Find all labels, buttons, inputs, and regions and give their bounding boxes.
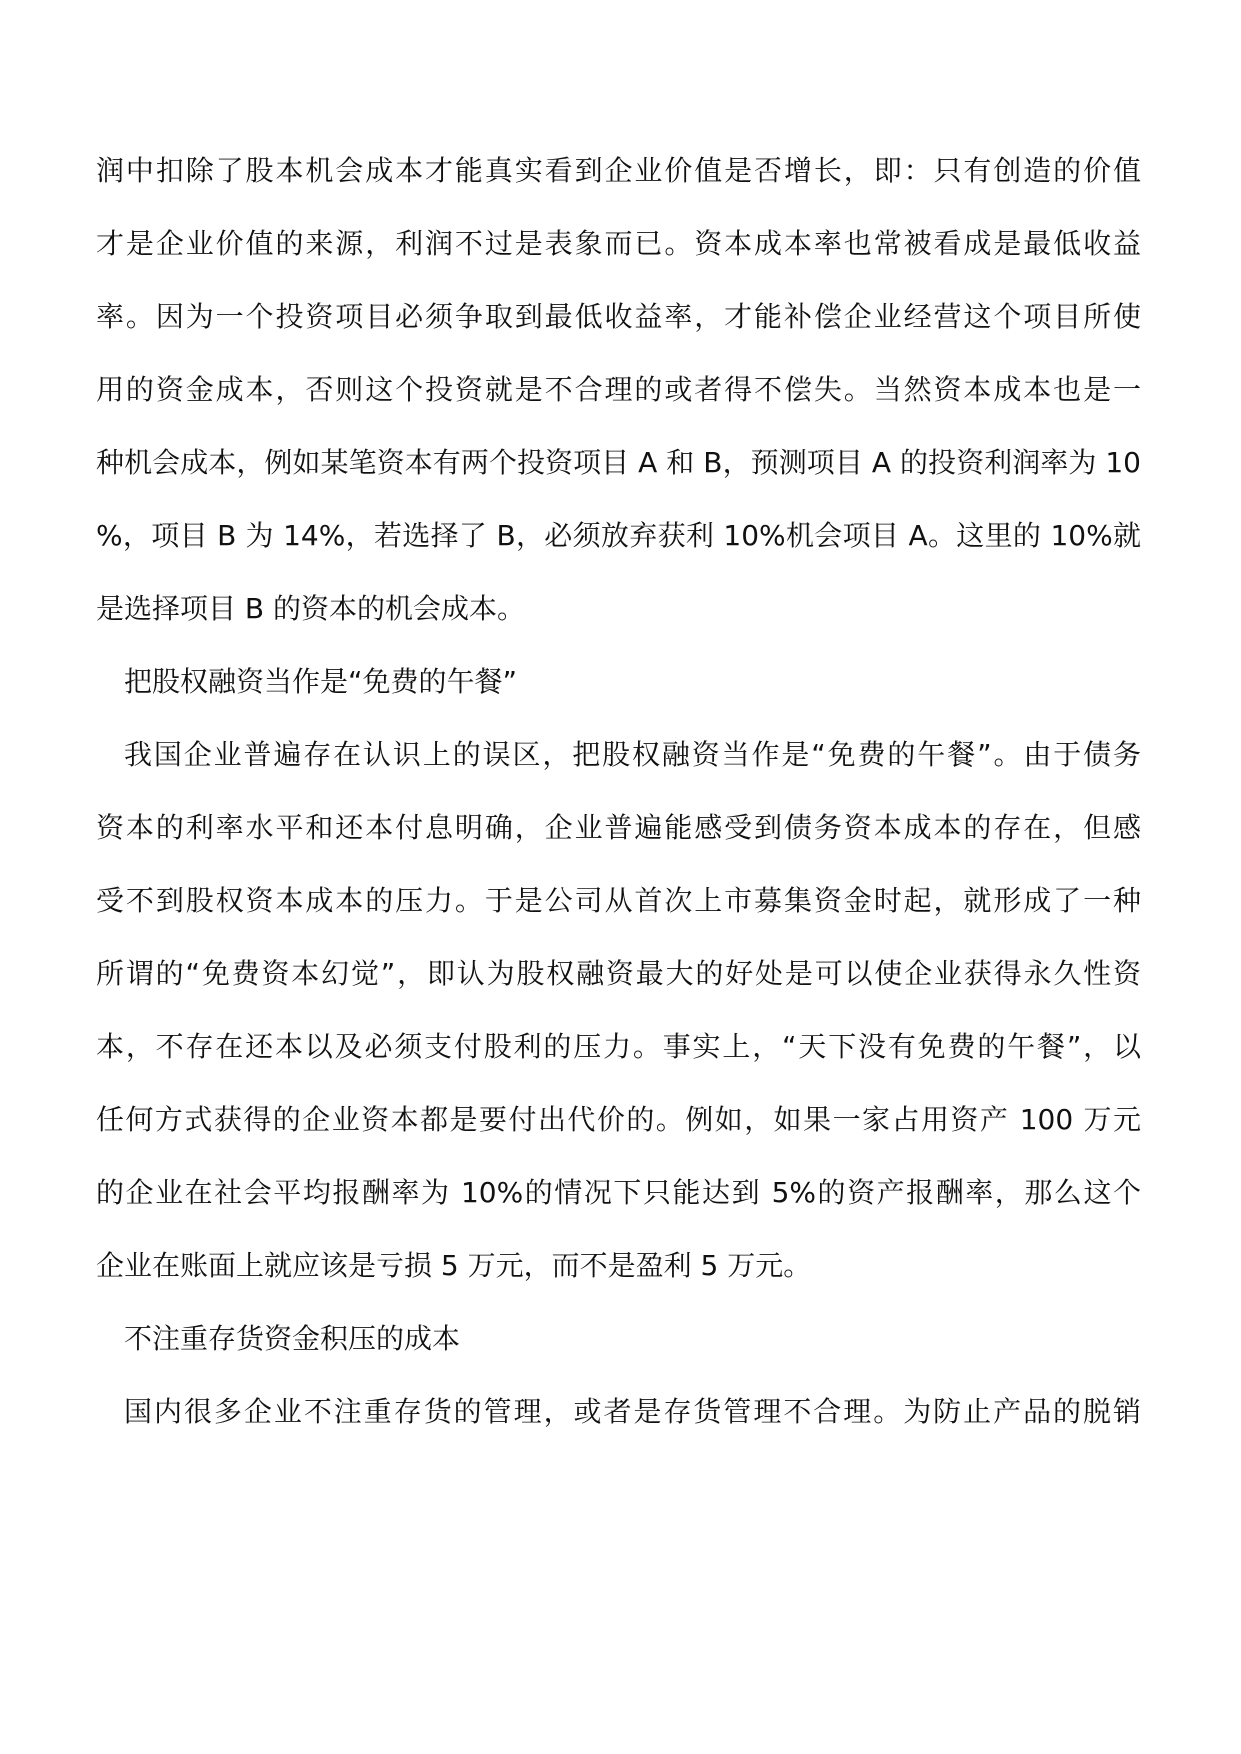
text-line: 种机会成本，例如某笔资本有两个投资项目 A 和 B，预测项目 A 的投资利润率为 10	[96, 446, 1141, 479]
text-line: 资本的利率水平和还本付息明确，企业普遍能感受到债务资本成本的存在，但感	[96, 811, 1141, 844]
text-line: 润中扣除了股本机会成本才能真实看到企业价值是否增长，即：只有创造的价值	[96, 154, 1141, 187]
paragraph-inventory	[96, 1375, 1141, 1448]
text-line: 是选择项目 B 的资本的机会成本。	[96, 592, 526, 625]
text-line: 企业在账面上就应该是亏损 5 万元，而不是盈利 5 万元。	[96, 1249, 812, 1282]
text-line: 率。因为一个投资项目必须争取到最低收益率，才能补偿企业经营这个项目所使	[96, 300, 1141, 333]
text-line: 国内很多企业不注重存货的管理，或者是存货管理不合理。为防止产品的脱销	[124, 1395, 1141, 1428]
text-line: 的企业在社会平均报酬率为 10%的情况下只能达到 5%的资产报酬率，那么这个	[96, 1176, 1141, 1209]
section-heading: 把股权融资当作是“免费的午餐”	[124, 665, 518, 698]
section-heading: 不注重存货资金积压的成本	[124, 1322, 461, 1355]
text-line: 任何方式获得的企业资本都是要付出代价的。例如，如果一家占用资产 100 万元	[96, 1103, 1141, 1136]
text-line: 用的资金成本，否则这个投资就是不合理的或者得不偿失。当然资本成本也是一	[96, 373, 1141, 406]
text-line: 才是企业价值的来源，利润不过是表象而已。资本成本率也常被看成是最低收益	[96, 227, 1141, 260]
text-line: 本，不存在还本以及必须支付股利的压力。事实上，“天下没有免费的午餐”，以	[96, 1030, 1141, 1063]
document-page	[96, 134, 1141, 1448]
text-line: 所谓的“免费资本幻觉”，即认为股权融资最大的好处是可以使企业获得永久性资	[96, 957, 1141, 990]
text-line: 我国企业普遍存在认识上的误区，把股权融资当作是“免费的午餐”。由于债务	[124, 738, 1141, 771]
paragraph-equity-financing	[96, 718, 1141, 1302]
paragraph-cost-of-capital	[96, 134, 1141, 645]
text-line: 受不到股权资本成本的压力。于是公司从首次上市募集资金时起，就形成了一种	[96, 884, 1141, 917]
text-line: %，项目 B 为 14%，若选择了 B，必须放弃获利 10%机会项目 A。这里的 10%就	[96, 519, 1141, 552]
